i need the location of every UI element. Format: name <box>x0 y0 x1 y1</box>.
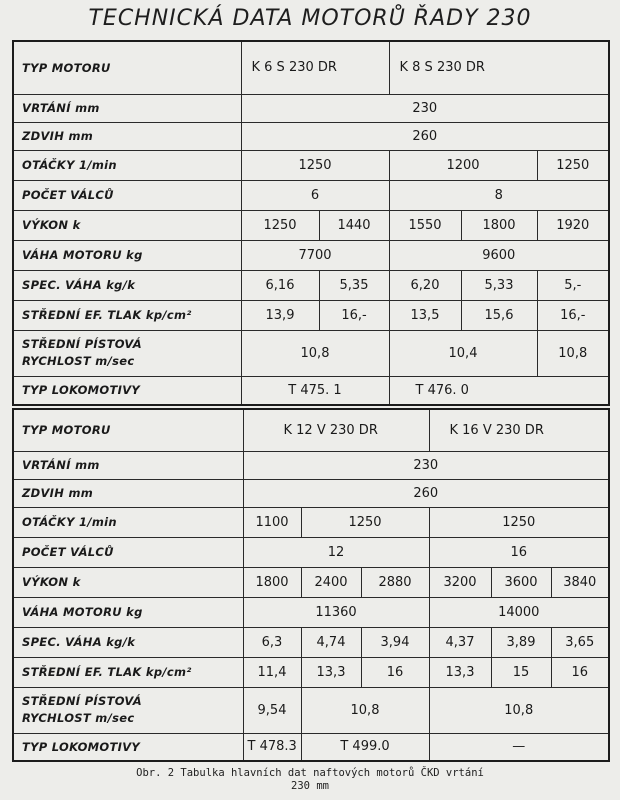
pressure-cell: 13,3 <box>429 657 491 687</box>
weight-cell: 11360 <box>243 597 429 627</box>
bore-value: 230 <box>243 451 609 479</box>
power-cell: 2400 <box>301 567 361 597</box>
row-label-rpm: OTÁČKY 1/min <box>13 150 241 180</box>
table-row <box>13 627 609 657</box>
row-label-locomotive: TYP LOKOMOTIVY <box>13 733 243 761</box>
cylinders-cell: 6 <box>241 180 389 210</box>
power-cell: 3200 <box>429 567 491 597</box>
rpm-cell: 1250 <box>301 507 429 537</box>
power-cell: 2880 <box>361 567 429 597</box>
power-cell: 1550 <box>389 210 461 240</box>
pressure-cell: 16 <box>361 657 429 687</box>
locomotive-cell: T 478.3 <box>243 733 301 761</box>
piston-label-line-1: STŘEDNÍ PÍSTOVÁ <box>22 337 143 351</box>
row-label-locomotive: TYP LOKOMOTIVY <box>13 376 241 405</box>
pressure-cell: 16 <box>551 657 609 687</box>
piston-speed-cell: 10,8 <box>537 330 609 376</box>
table-row <box>13 479 609 507</box>
table-row <box>13 733 609 761</box>
pressure-cell: 13,9 <box>241 300 319 330</box>
caption-line-1: Obr. 2 Tabulka hlavních dat naftových motorů ČKD vrtání <box>136 767 484 779</box>
locomotive-cell: — <box>429 733 609 761</box>
engine-name-b: K 8 S 230 DR <box>389 41 609 94</box>
table-row <box>13 180 609 210</box>
row-label-piston-speed <box>13 687 243 733</box>
specific-weight-cell: 4,74 <box>301 627 361 657</box>
row-label-stroke: ZDVIH mm <box>13 122 241 150</box>
table-row <box>13 451 609 479</box>
power-cell: 1800 <box>243 567 301 597</box>
power-cell: 3600 <box>491 567 551 597</box>
specific-weight-cell: 3,65 <box>551 627 609 657</box>
table-row <box>13 507 609 537</box>
power-cell: 1920 <box>537 210 609 240</box>
table-row <box>13 537 609 567</box>
row-label-weight: VÁHA MOTORU kg <box>13 240 241 270</box>
engine-name-a: K 6 S 230 DR <box>241 41 389 94</box>
row-label-engine-type: TYP MOTORU <box>13 41 241 94</box>
piston-label-line-2: RYCHLOST m/sec <box>22 711 135 725</box>
table-row <box>13 240 609 270</box>
rpm-cell: 1250 <box>537 150 609 180</box>
cylinders-cell: 12 <box>243 537 429 567</box>
engine-table-k6-k8 <box>12 40 610 406</box>
row-label-stroke: ZDVIH mm <box>13 479 243 507</box>
piston-speed-cell: 10,8 <box>429 687 609 733</box>
power-cell: 1800 <box>461 210 537 240</box>
cylinders-cell: 8 <box>389 180 609 210</box>
piston-speed-cell: 10,4 <box>389 330 537 376</box>
weight-cell: 14000 <box>429 597 609 627</box>
stroke-value: 260 <box>241 122 609 150</box>
locomotive-cell: T 475. 1 <box>241 376 389 405</box>
rpm-cell: 1250 <box>429 507 609 537</box>
pressure-cell: 11,4 <box>243 657 301 687</box>
engine-table-k12-k16 <box>12 408 610 762</box>
specific-weight-cell: 6,16 <box>241 270 319 300</box>
piston-label-line-2: RYCHLOST m/sec <box>22 354 135 368</box>
row-label-mean-pressure: STŘEDNÍ EF. TLAK kp/cm² <box>13 657 243 687</box>
pressure-cell: 16,- <box>319 300 389 330</box>
piston-label-line-1: STŘEDNÍ PÍSTOVÁ <box>22 694 143 708</box>
table-row <box>13 270 609 300</box>
weight-cell: 7700 <box>241 240 389 270</box>
engine-name-a: K 12 V 230 DR <box>243 409 429 451</box>
weight-cell: 9600 <box>389 240 609 270</box>
piston-speed-cell: 10,8 <box>241 330 389 376</box>
table-row <box>13 94 609 122</box>
cylinders-cell: 16 <box>429 537 609 567</box>
table-row <box>13 376 609 405</box>
table-row <box>13 41 609 94</box>
pressure-cell: 13,5 <box>389 300 461 330</box>
table-row <box>13 300 609 330</box>
specific-weight-cell: 3,89 <box>491 627 551 657</box>
row-label-bore: VRTÁNÍ mm <box>13 94 241 122</box>
power-cell: 1250 <box>241 210 319 240</box>
piston-speed-cell: 9,54 <box>243 687 301 733</box>
specific-weight-cell: 5,33 <box>461 270 537 300</box>
rpm-cell: 1200 <box>389 150 537 180</box>
power-cell: 3840 <box>551 567 609 597</box>
power-cell: 1440 <box>319 210 389 240</box>
table-row <box>13 330 609 376</box>
specific-weight-cell: 6,3 <box>243 627 301 657</box>
stroke-value: 260 <box>243 479 609 507</box>
pressure-cell: 13,3 <box>301 657 361 687</box>
rpm-cell: 1250 <box>241 150 389 180</box>
row-label-mean-pressure: STŘEDNÍ EF. TLAK kp/cm² <box>13 300 241 330</box>
table-row <box>13 210 609 240</box>
row-label-cylinders: POČET VÁLCŮ <box>13 537 243 567</box>
caption-line-2: 230 mm <box>291 780 329 792</box>
row-label-engine-type: TYP MOTORU <box>13 409 243 451</box>
row-label-rpm: OTÁČKY 1/min <box>13 507 243 537</box>
piston-speed-cell: 10,8 <box>301 687 429 733</box>
locomotive-cell: T 499.0 <box>301 733 429 761</box>
bore-value: 230 <box>241 94 609 122</box>
table-row <box>13 687 609 733</box>
rpm-cell: 1100 <box>243 507 301 537</box>
row-label-weight: VÁHA MOTORU kg <box>13 597 243 627</box>
specific-weight-cell: 3,94 <box>361 627 429 657</box>
figure-caption <box>0 767 620 793</box>
specific-weight-cell: 6,20 <box>389 270 461 300</box>
table-row <box>13 567 609 597</box>
table-row <box>13 657 609 687</box>
table-row <box>13 409 609 451</box>
specific-weight-cell: 5,35 <box>319 270 389 300</box>
row-label-specific-weight: SPEC. VÁHA kg/k <box>13 627 243 657</box>
row-label-cylinders: POČET VÁLCŮ <box>13 180 241 210</box>
row-label-power: VÝKON k <box>13 567 243 597</box>
locomotive-cell: T 476. 0 <box>389 376 609 405</box>
specific-weight-cell: 4,37 <box>429 627 491 657</box>
specific-weight-cell: 5,- <box>537 270 609 300</box>
pressure-cell: 15,6 <box>461 300 537 330</box>
table-row <box>13 122 609 150</box>
row-label-specific-weight: SPEC. VÁHA kg/k <box>13 270 241 300</box>
row-label-power: VÝKON k <box>13 210 241 240</box>
table-row <box>13 150 609 180</box>
row-label-piston-speed <box>13 330 241 376</box>
pressure-cell: 15 <box>491 657 551 687</box>
page-title: TECHNICKÁ DATA MOTORŮ ŘADY 230 <box>88 6 532 31</box>
row-label-bore: VRTÁNÍ mm <box>13 451 243 479</box>
table-row <box>13 597 609 627</box>
pressure-cell: 16,- <box>537 300 609 330</box>
engine-name-b: K 16 V 230 DR <box>429 409 609 451</box>
